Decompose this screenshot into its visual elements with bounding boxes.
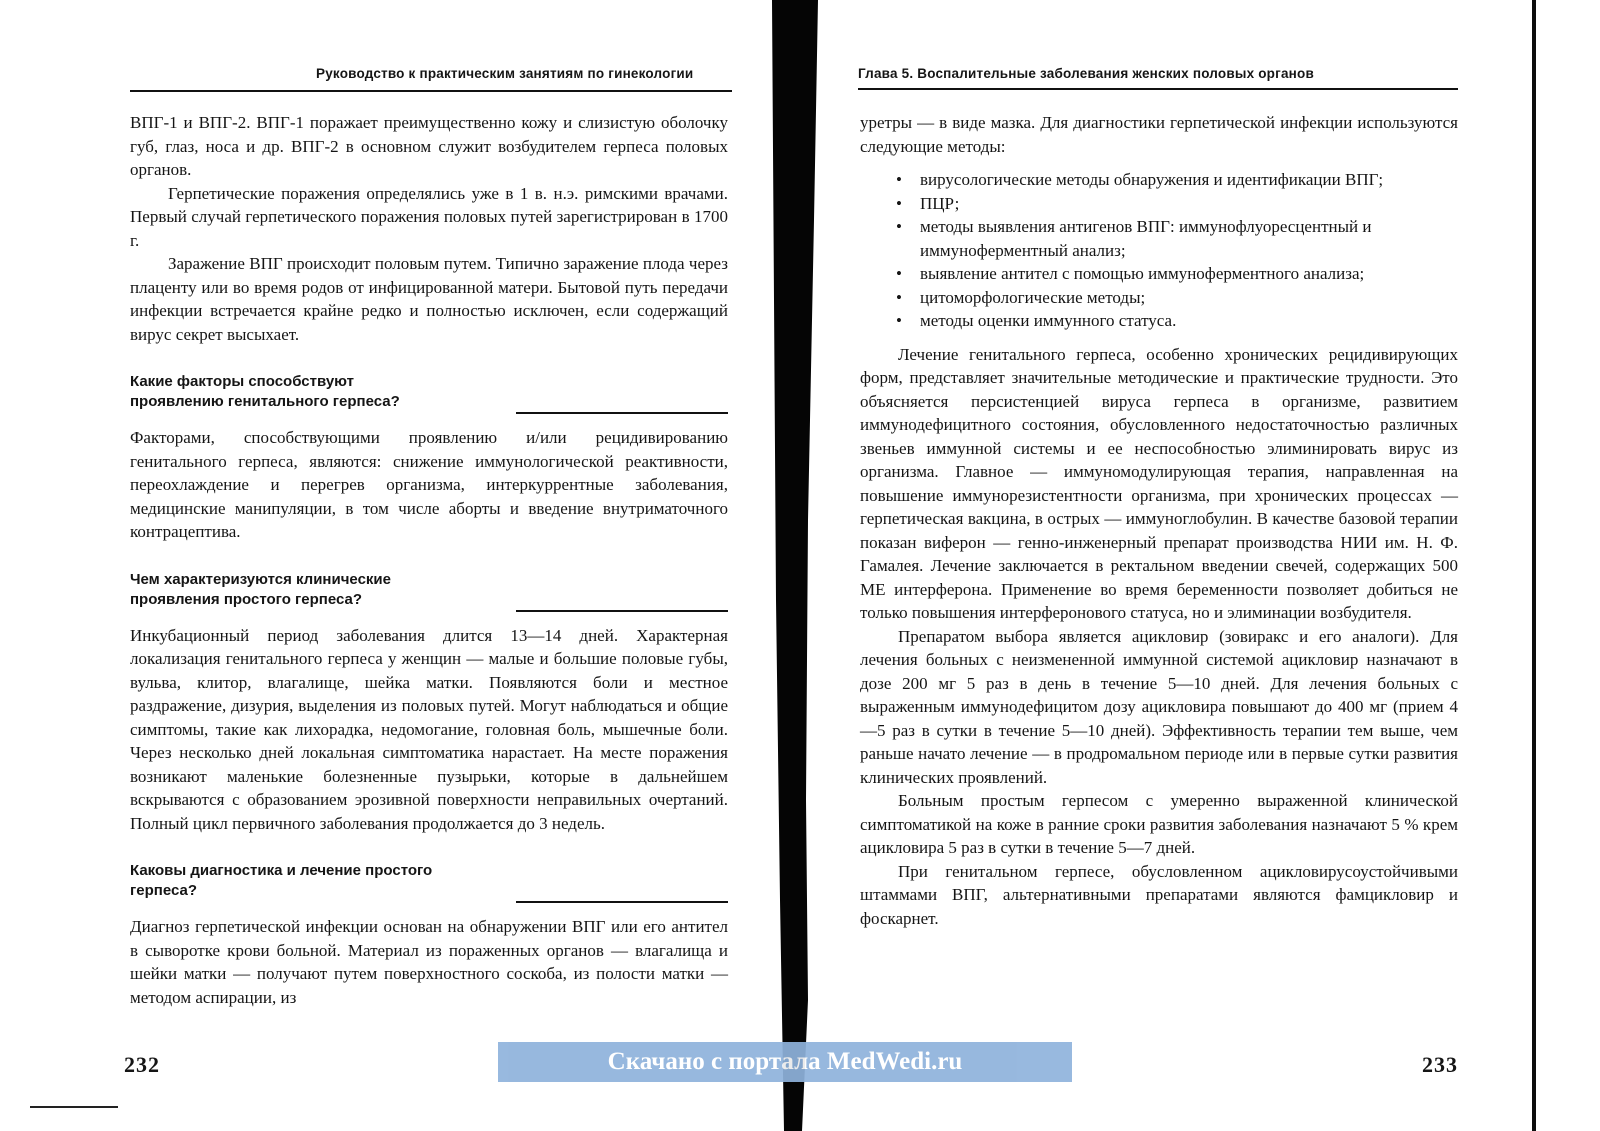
left-page xyxy=(0,0,780,1131)
right-page xyxy=(800,0,1600,1131)
left-body xyxy=(130,111,728,1009)
section-heading-rule xyxy=(516,610,728,612)
cream-paragraph: Больным простым герпесом с умеренно выраженной клинической симптоматикой на коже в ранние сроки развития заболевания назначают 5 % крем ацикловира 5 раз в сутки в течение 5—7 дней. xyxy=(860,791,1458,857)
right-running-header: Глава 5. Воспалительные заболевания женских половых органов xyxy=(858,66,1314,81)
list-item: • выявление антител с помощью иммуноферментного анализа; xyxy=(896,264,1365,283)
binding-shadow-shape xyxy=(772,0,818,1131)
factors-paragraph: Факторами, способствующими проявлению и/или рецидивированию генитального герпеса, являются: снижение иммунологической реактивности, переохлаждение и перегрев организма, интеркуррентные заболевания, медицинские манипуляции, в том числе аборты и введение внутриматочного контрацептива. xyxy=(130,428,728,541)
clinical-paragraph: Инкубационный период заболевания длится 13—14 дней. Характерная локализация генитального герпеса у женщин — малые и большие половые губы, вульва, клитор, влагалище, шейка матки. Появляются боли и местное раздражение, дизурия, выделения из половых путей. Могут наблюдаться и общие симптомы, такие как лихорадка, недомогание, головная боль, мышечные боли. Через несколько дней локальная симптоматика нарастает. На месте поражения возникают маленькие болезненные пузырьки, которые в дальнейшем вскрываются с образованием эрозивной поверхности неправильных очертаний. Полный цикл первичного заболевания продолжается до 3 недель. xyxy=(130,625,728,833)
list-item: • вирусологические методы обнаружения и идентификации ВПГ; xyxy=(896,170,1384,189)
right-page-number: 233 xyxy=(1422,1052,1458,1077)
right-intro-paragraph: уретры — в виде мазка. Для диагностики герпетической инфекции используются следующие методы: xyxy=(860,113,1458,156)
left-history-paragraph: Герпетические поражения определялись уже в 1 в. н.э. римскими врачами. Первый случай герпетического поражения половых путей зарегистрирован в 1700 г. xyxy=(130,183,728,250)
left-intro-paragraph: ВПГ-1 и ВПГ-2. ВПГ-1 поражает преимущественно кожу и слизистую оболочку губ, глаз, носа и др. ВПГ-2 в основном служит возбудителем герпеса половых органов. xyxy=(130,113,728,179)
acyclovir-paragraph: Препаратом выбора является ацикловир (зовиракс и его аналоги). Для лечения больных с неизмененной иммунной системой ацикловир назначают в дозе 200 мг 5 раз в день в течение 5—10 дней. Для лечения больных с выраженным иммунодефицитом дозу ацикловира повышают до 400 мг (прием 4—5 раз в сутки в течение 5—10 дней). Эффективность терапии тем выше, чем раньше начато лечение — в продромальном периоде или в первые сутки развития клинических проявлений. xyxy=(860,626,1458,787)
treatment-paragraph: Лечение генитального герпеса, особенно хронических рецидивирующих форм, представляет значительные методические и практические трудности. Это объясняется персистенцией вируса герпеса в организме, развитием иммунодефицитного состояния, обусловленного недостаточностью различных звеньев иммунной системы и ее неспособностью элиминировать вирус из организма. Главное — иммуномодулирующая терапия, направленная на повышение иммунорезистентности организма, при хронических процессах — герпетическая вакцина, в острых — иммуноглобулин. В качестве базовой терапии показан виферон — генно-инженерный препарат производства НИИ им. Н. Ф. Гамалея. Лечение заключается в ректальном введении свечей, содержащих 500 ME интерферона. Применение во время беременности позволяет добиться не только повышения интерферонового статуса, но и элиминации возбудителя. xyxy=(860,344,1458,622)
left-running-header: Руководство к практическим занятиям по гинекологии xyxy=(316,66,694,81)
scan-mark xyxy=(30,1106,118,1108)
section-heading-factors: Какие факторы способствуют проявлению генитального герпеса? xyxy=(130,372,728,412)
left-transmission-paragraph: Заражение ВПГ происходит половым путем. Типично заражение плода через плаценту или во время родов от инфицированной матери. Бытовой путь передачи инфекции встречается крайне редко и полностью исключен, если содержащий вирус секрет высыхает. xyxy=(130,254,728,344)
section-heading-rule xyxy=(516,901,728,903)
watermark-banner: Скачано с портала MedWedi.ru xyxy=(498,1042,1072,1082)
methods-list xyxy=(860,168,1458,333)
binding-shadow xyxy=(762,0,822,1131)
list-item: • методы выявления антигенов ВПГ: иммунофлуоресцентный и иммуноферментный анализ; xyxy=(896,217,1372,260)
list-item: • ПЦР; xyxy=(896,193,960,213)
resistant-strains-paragraph: При генитальном герпесе, обусловленном ацикловирусоустойчивыми штаммами ВПГ, альтернативными препаратами являются фамцикловир и фоскарнет. xyxy=(860,861,1458,928)
right-header-rule xyxy=(858,88,1458,90)
section-heading-clinical: Чем характеризуются клинические проявления простого герпеса? xyxy=(130,570,728,610)
diagnostics-paragraph: Диагноз герпетической инфекции основан на обнаружении ВПГ или его антител в сыворотке крови больной. Материал из пораженных органов — влагалища и шейки матки — получают путем поверхностного соскоба, из полости матки — методом аспирации, из xyxy=(130,917,728,1007)
left-page-number: 232 xyxy=(124,1052,160,1077)
list-item: • методы оценки иммунного статуса. xyxy=(896,311,1177,330)
right-scan-edge xyxy=(1532,0,1536,1131)
right-body xyxy=(860,111,1458,930)
left-header-rule xyxy=(130,90,732,92)
section-heading-rule xyxy=(516,412,728,414)
list-item: • цитоморфологические методы; xyxy=(896,287,1146,307)
section-heading-diagnostics: Каковы диагностика и лечение простого герпеса? xyxy=(130,861,728,901)
